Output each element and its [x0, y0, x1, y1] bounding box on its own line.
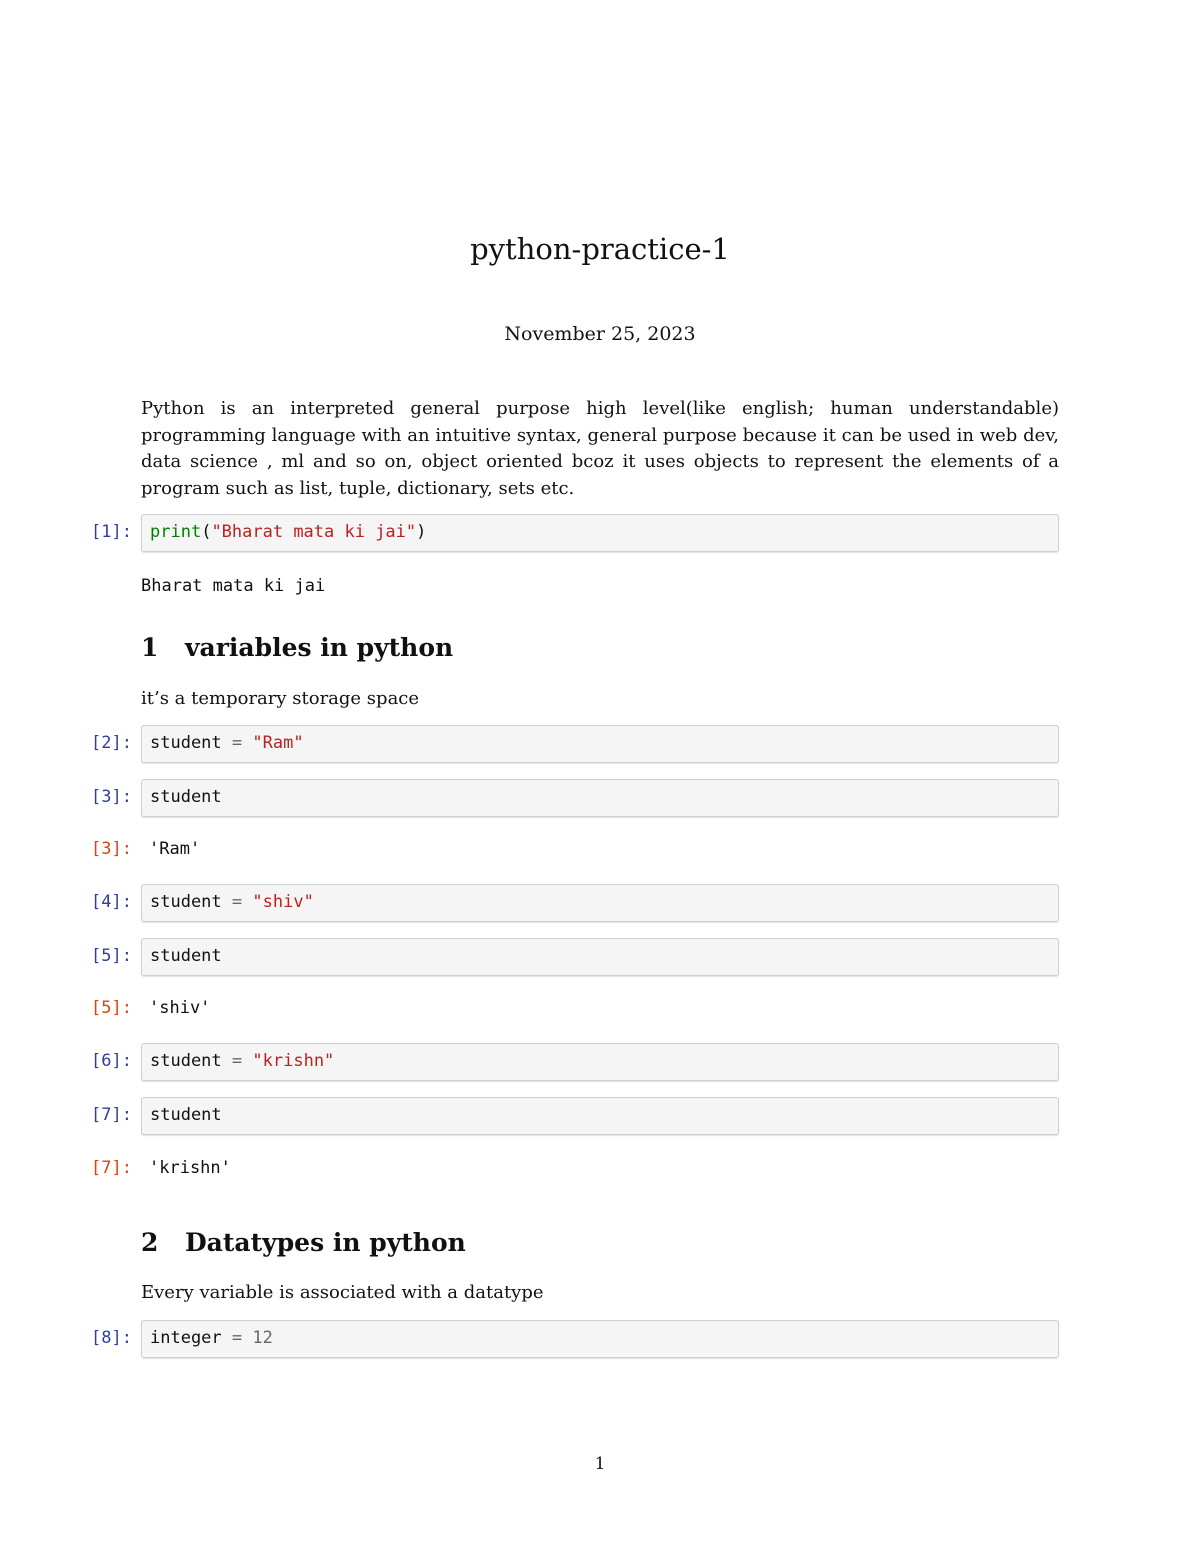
input-prompt: [4]: — [91, 892, 132, 912]
code-text: student — [150, 1105, 222, 1125]
output-text: 'shiv' — [149, 998, 211, 1018]
code-cell-4 — [0, 884, 1200, 924]
code-operator: = — [231, 733, 243, 753]
output-cell-7 — [0, 1150, 1200, 1190]
section-title: variables in python — [185, 633, 454, 662]
output-prompt: [3]: — [91, 839, 132, 859]
output-cell-3 — [0, 831, 1200, 871]
code-cell-1 — [0, 514, 1200, 554]
output-text: 'Ram' — [149, 839, 201, 859]
code-cell-6 — [0, 1043, 1200, 1083]
input-prompt: [6]: — [91, 1051, 132, 1071]
code-number: 12 — [252, 1328, 273, 1348]
code-input[interactable] — [141, 725, 1059, 763]
code-text — [150, 733, 304, 753]
code-variable: student — [150, 892, 222, 912]
code-operator: = — [231, 1051, 243, 1071]
section-heading-2 — [141, 1228, 466, 1257]
code-cell-7 — [0, 1097, 1200, 1137]
section-number: 2 — [141, 1228, 159, 1257]
code-input[interactable] — [141, 514, 1059, 552]
code-input[interactable] — [141, 1097, 1059, 1135]
section-2-text: Every variable is associated with a datatype — [141, 1282, 544, 1303]
code-cell-8 — [0, 1320, 1200, 1360]
document-date: November 25, 2023 — [504, 323, 696, 345]
output-prompt: [5]: — [91, 998, 132, 1018]
code-input[interactable] — [141, 1043, 1059, 1081]
input-prompt: [8]: — [91, 1328, 132, 1348]
code-text: student — [150, 787, 222, 807]
intro-paragraph: Python is an interpreted general purpose high level(like english; human understandable) programming language with an intuitive syntax, general purpose because it can be used in web dev, data science , ml and so on, object oriented bcoz it uses objects to represent the elements of a program such as list, tuple, dictionary, sets etc. — [141, 398, 1059, 499]
page-number: 1 — [594, 1454, 606, 1474]
code-operator: = — [231, 1328, 243, 1348]
code-operator: = — [231, 892, 243, 912]
input-prompt: [1]: — [91, 522, 132, 542]
document-title: python-practice-1 — [470, 232, 730, 266]
code-input[interactable] — [141, 1320, 1059, 1358]
section-number: 1 — [141, 633, 159, 662]
output-prompt: [7]: — [91, 1158, 132, 1178]
code-variable: student — [150, 1051, 222, 1071]
section-heading-1 — [141, 633, 453, 662]
code-input[interactable] — [141, 779, 1059, 817]
code-input[interactable] — [141, 938, 1059, 976]
output-text: 'krishn' — [149, 1158, 231, 1178]
input-prompt: [7]: — [91, 1105, 132, 1125]
code-string: "Ram" — [252, 733, 304, 753]
code-cell-3 — [0, 779, 1200, 819]
code-text — [150, 1051, 334, 1071]
code-string: "Bharat mata ki jai" — [211, 522, 417, 542]
section-title: Datatypes in python — [185, 1228, 466, 1257]
output-cell-5 — [0, 990, 1200, 1030]
code-paren-open: ( — [201, 522, 212, 542]
code-text: student — [150, 946, 222, 966]
code-function: print — [150, 522, 202, 542]
section-1-text: it’s a temporary storage space — [141, 688, 420, 709]
code-input[interactable] — [141, 884, 1059, 922]
code-text — [150, 1328, 273, 1348]
code-paren-close: ) — [416, 522, 427, 542]
code-text — [150, 892, 314, 912]
code-variable: integer — [150, 1328, 222, 1348]
code-string: "shiv" — [252, 892, 314, 912]
input-prompt: [5]: — [91, 946, 132, 966]
code-cell-2 — [0, 725, 1200, 765]
input-prompt: [3]: — [91, 787, 132, 807]
code-text — [150, 522, 426, 542]
cell-1-stdout: Bharat mata ki jai — [141, 576, 326, 596]
code-string: "krishn" — [252, 1051, 335, 1071]
input-prompt: [2]: — [91, 733, 132, 753]
code-cell-5 — [0, 938, 1200, 978]
code-variable: student — [150, 733, 222, 753]
